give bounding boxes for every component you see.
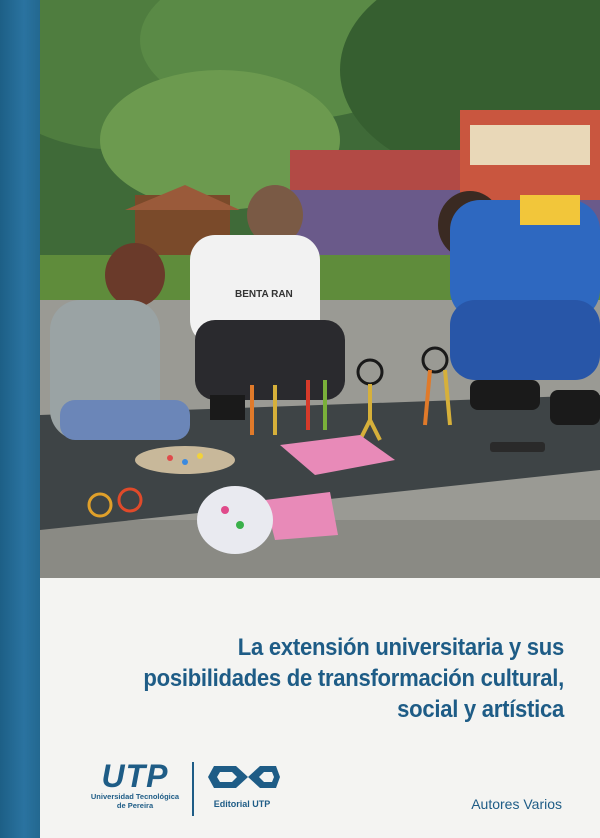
logo-divider [192, 762, 194, 816]
title-line-1: La extensión universitaria y sus [237, 634, 565, 661]
cover-photo [40, 0, 600, 578]
book-spine [0, 0, 40, 838]
utp-subtitle-line2: de Pereira [116, 801, 154, 810]
editorial-utp-logo [202, 760, 282, 810]
title-line-3: social y artística [397, 696, 564, 723]
utp-subtitle-line1: Universidad Tecnológica [90, 792, 180, 801]
infinity-loop-icon [202, 760, 282, 794]
jersey-text: BENTA RAN [235, 289, 293, 300]
cover-photo-illustration [40, 0, 600, 578]
publisher-logos [90, 760, 310, 820]
book-title [104, 632, 564, 725]
authors-label: Autores Varios [471, 796, 562, 812]
utp-mark: UTP [101, 758, 169, 794]
title-line-2: posibilidades de transformación cultural, [143, 665, 564, 692]
utp-logo [90, 760, 180, 810]
editorial-label: Editorial UTP [213, 799, 271, 809]
